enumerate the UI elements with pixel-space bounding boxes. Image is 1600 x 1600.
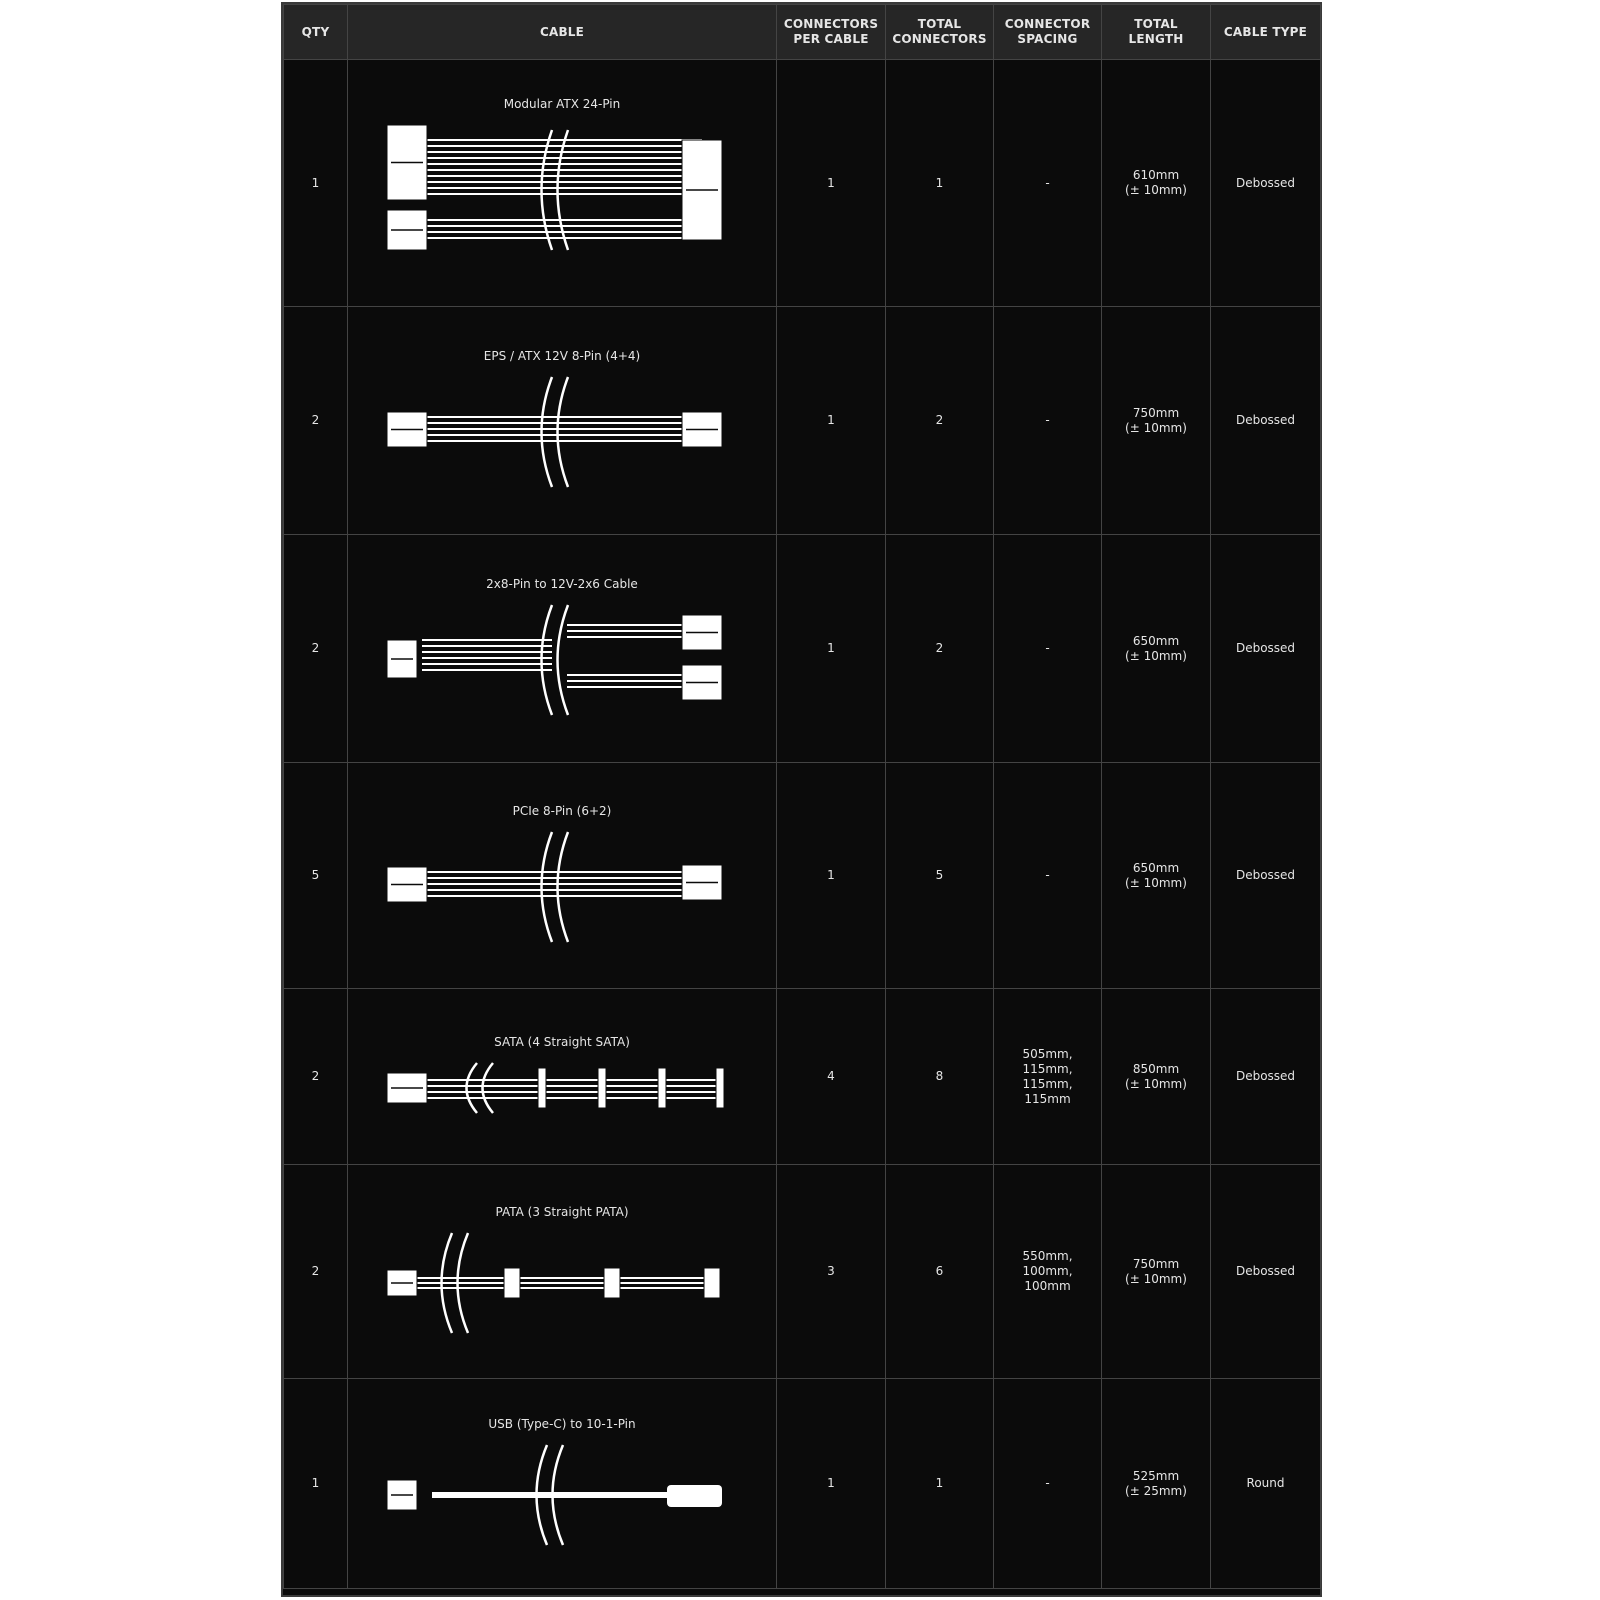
connector-spacing-cell: - bbox=[994, 763, 1102, 989]
table-row bbox=[284, 307, 1321, 535]
cable-cell bbox=[348, 535, 777, 763]
total-connectors-cell: 2 bbox=[886, 535, 994, 763]
cable-name: PCIe 8-Pin (6+2) bbox=[512, 804, 612, 818]
total-connectors-cell: 2 bbox=[886, 307, 994, 535]
cable-name: SATA (4 Straight SATA) bbox=[494, 1035, 630, 1049]
table-row bbox=[284, 1379, 1321, 1589]
total-length-cell: 750mm (± 10mm) bbox=[1102, 1165, 1211, 1379]
header-connectors-per-cable: CONNECTORS PER CABLE bbox=[777, 5, 886, 60]
table-row bbox=[284, 1165, 1321, 1379]
header-connector-spacing: CONNECTOR SPACING bbox=[994, 5, 1102, 60]
connector-spacing-cell: - bbox=[994, 535, 1102, 763]
qty-cell: 2 bbox=[284, 1165, 348, 1379]
connector-spacing-cell: 550mm, 100mm, 100mm bbox=[994, 1165, 1102, 1379]
total-length-cell: 650mm (± 10mm) bbox=[1102, 535, 1211, 763]
12v-2x6-cable-icon bbox=[348, 600, 776, 720]
cable-cell bbox=[348, 989, 777, 1165]
table-row bbox=[284, 989, 1321, 1165]
connector-spacing-cell: 505mm, 115mm, 115mm, 115mm bbox=[994, 989, 1102, 1165]
table-row bbox=[284, 763, 1321, 989]
table-row bbox=[284, 535, 1321, 763]
connectors-per-cable-cell: 1 bbox=[777, 763, 886, 989]
pcie-8pin-cable-icon bbox=[348, 827, 776, 947]
cable-name: Modular ATX 24-Pin bbox=[503, 96, 621, 111]
qty-cell: 2 bbox=[284, 989, 348, 1165]
header-cable-type: CABLE TYPE bbox=[1211, 5, 1321, 60]
connectors-per-cable-cell: 1 bbox=[777, 307, 886, 535]
qty-cell: 1 bbox=[284, 1379, 348, 1589]
connector-spacing-cell: - bbox=[994, 307, 1102, 535]
total-connectors-cell: 8 bbox=[886, 989, 994, 1165]
qty-cell: 5 bbox=[284, 763, 348, 989]
connectors-per-cable-cell: 3 bbox=[777, 1165, 886, 1379]
total-connectors-cell: 5 bbox=[886, 763, 994, 989]
cable-name: EPS / ATX 12V 8-Pin (4+4) bbox=[483, 349, 641, 363]
total-connectors-cell: 1 bbox=[886, 1379, 994, 1589]
cable-cell bbox=[348, 60, 777, 307]
connectors-per-cable-cell: 1 bbox=[777, 1379, 886, 1589]
cable-type-cell: Debossed bbox=[1211, 989, 1321, 1165]
total-connectors-cell: 1 bbox=[886, 60, 994, 307]
connector-spacing-cell: - bbox=[994, 1379, 1102, 1589]
cable-type-cell: Debossed bbox=[1211, 535, 1321, 763]
cable-cell bbox=[348, 763, 777, 989]
cable-spec-table bbox=[281, 2, 1322, 1597]
cable-cell bbox=[348, 1379, 777, 1589]
connectors-per-cable-cell: 1 bbox=[777, 60, 886, 307]
qty-cell: 2 bbox=[284, 307, 348, 535]
total-length-cell: 850mm (± 10mm) bbox=[1102, 989, 1211, 1165]
header-row bbox=[284, 5, 1321, 60]
cable-type-cell: Debossed bbox=[1211, 307, 1321, 535]
cable-type-cell: Debossed bbox=[1211, 1165, 1321, 1379]
total-length-cell: 525mm (± 25mm) bbox=[1102, 1379, 1211, 1589]
table-row bbox=[284, 60, 1321, 307]
total-length-cell: 610mm (± 10mm) bbox=[1102, 60, 1211, 307]
connectors-per-cable-cell: 4 bbox=[777, 989, 886, 1165]
sata-cable-icon bbox=[348, 1058, 776, 1118]
atx-24pin-cable-icon bbox=[348, 120, 776, 270]
total-length-cell: 750mm (± 10mm) bbox=[1102, 307, 1211, 535]
total-length-cell: 650mm (± 10mm) bbox=[1102, 763, 1211, 989]
total-connectors-cell: 6 bbox=[886, 1165, 994, 1379]
header-total-length: TOTAL LENGTH bbox=[1102, 5, 1211, 60]
cable-name: PATA (3 Straight PATA) bbox=[495, 1205, 629, 1219]
pata-cable-icon bbox=[348, 1228, 776, 1338]
connector-spacing-cell: - bbox=[994, 60, 1102, 307]
eps-8pin-cable-icon bbox=[348, 372, 776, 492]
qty-cell: 1 bbox=[284, 60, 348, 307]
usb-c-cable-icon bbox=[348, 1440, 776, 1550]
cable-name: USB (Type-C) to 10-1-Pin bbox=[488, 1417, 636, 1431]
cable-cell bbox=[348, 307, 777, 535]
cable-cell bbox=[348, 1165, 777, 1379]
connectors-per-cable-cell: 1 bbox=[777, 535, 886, 763]
cable-name: 2x8-Pin to 12V-2x6 Cable bbox=[486, 577, 638, 591]
header-total-connectors: TOTAL CONNECTORS bbox=[886, 5, 994, 60]
cable-type-cell: Debossed bbox=[1211, 60, 1321, 307]
header-cable: CABLE bbox=[348, 5, 777, 60]
qty-cell: 2 bbox=[284, 535, 348, 763]
cable-type-cell: Debossed bbox=[1211, 763, 1321, 989]
header-qty: QTY bbox=[284, 5, 348, 60]
cable-type-cell: Round bbox=[1211, 1379, 1321, 1589]
